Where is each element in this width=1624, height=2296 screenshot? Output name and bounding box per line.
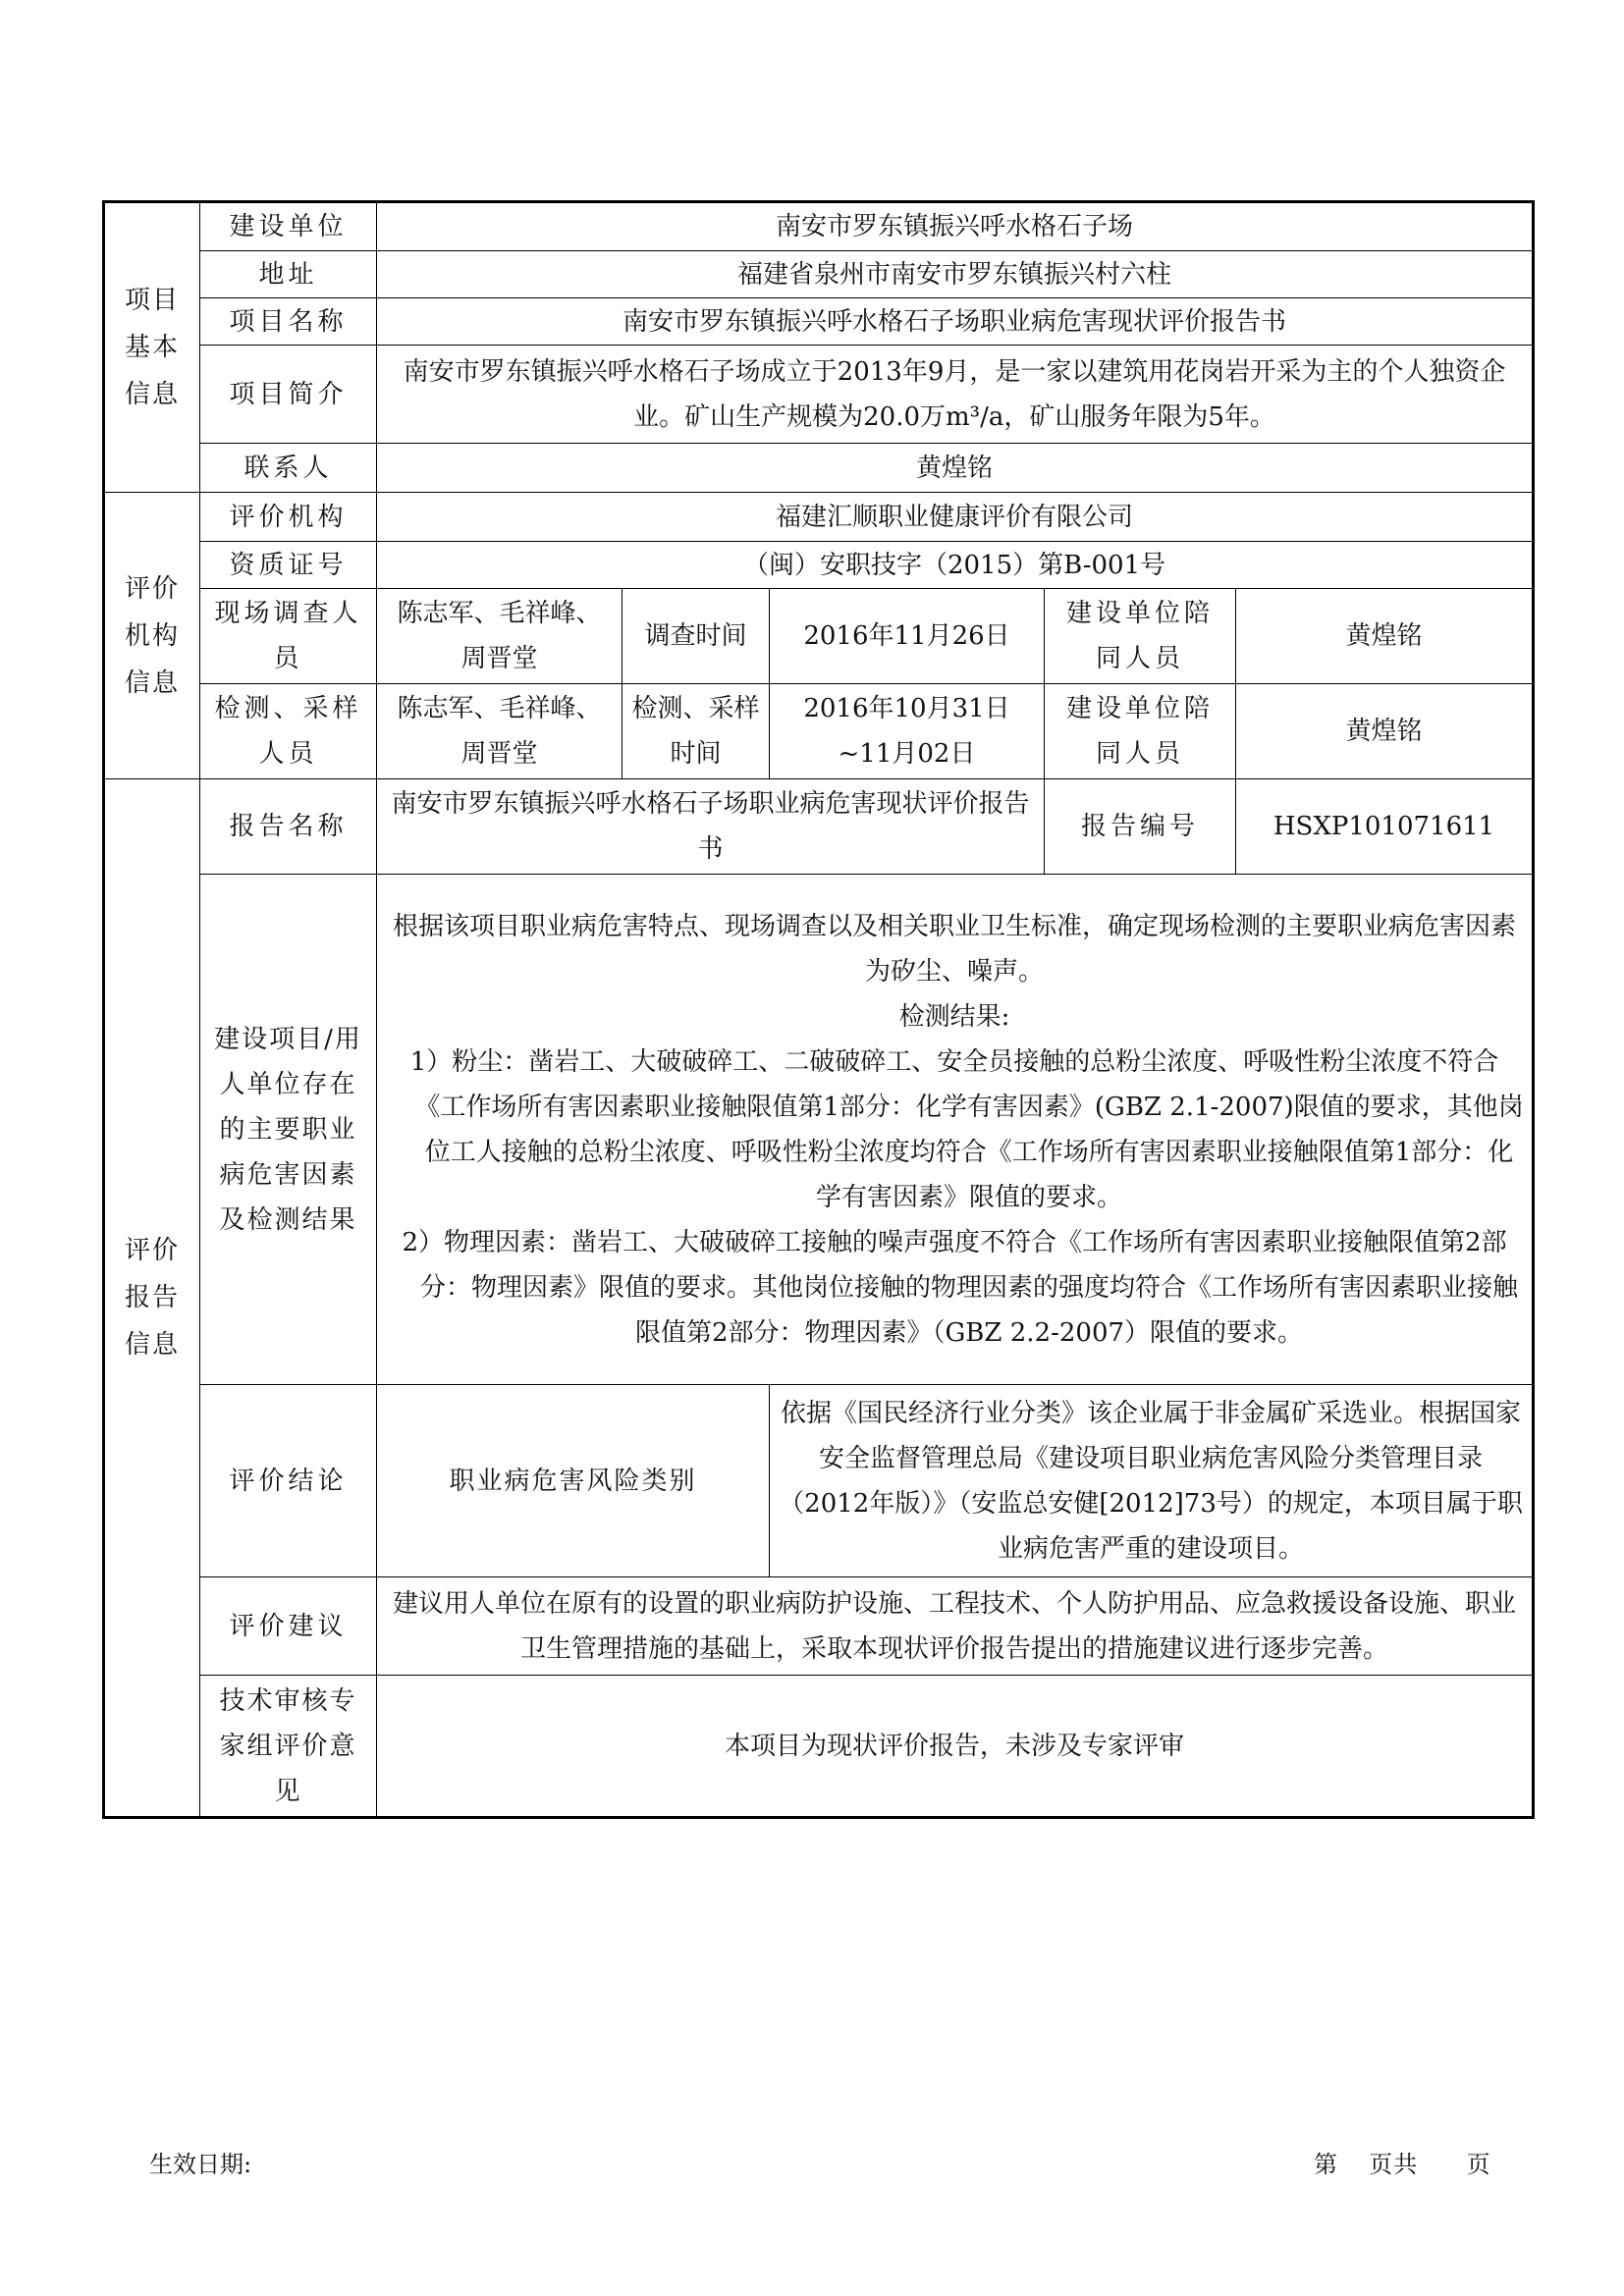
contact-label: 联系人 (200, 444, 377, 493)
risk-category-label: 职业病危害风险类别 (377, 1385, 770, 1577)
page-word: 第 (1314, 2151, 1338, 2178)
page-number (1314, 2145, 1491, 2179)
agency-label: 评价机构 (200, 493, 377, 542)
expert-label: 技术审核专家组评价意见 (200, 1676, 377, 1818)
hazards-results (377, 875, 1534, 1385)
unit-label: 建设单位 (200, 202, 377, 251)
basic-row-unit (104, 202, 1534, 251)
report-number: HSXP101071611 (1236, 779, 1534, 875)
summary-value: 南安市罗东镇振兴呼水格石子场成立于2013年9月，是一家以建筑用花岗岩开采为主的个人独资企业。矿山生产规模为20.0万m³/a，矿山服务年限为5年。 (377, 346, 1534, 444)
total-word: 页共 (1369, 2151, 1419, 2178)
project-name-value: 南安市罗东镇振兴呼水格石子场职业病危害现状评价报告书 (377, 298, 1534, 346)
survey-people: 陈志军、毛祥峰、周晋堂 (377, 589, 623, 684)
contact-value: 黄煌铭 (377, 444, 1534, 493)
basic-row-contact (104, 444, 1534, 493)
report-info-table (102, 200, 1535, 1819)
conclusion-label: 评价结论 (200, 1385, 377, 1577)
advice-text: 建议用人单位在原有的设置的职业病防护设施、工程技术、个人防护用品、应急救援设备设施、职业卫生管理措施的基础上，采取本现状评价报告提出的措施建议进行逐步完善。 (377, 1577, 1534, 1676)
survey-escort: 黄煌铭 (1236, 589, 1534, 684)
org-row-agency (104, 493, 1534, 542)
expert-text: 本项目为现状评价报告，未涉及专家评审 (377, 1676, 1534, 1818)
effective-date-label: 生效日期: (149, 2151, 252, 2178)
report-row-expert (104, 1676, 1534, 1818)
report-name-label: 报告名称 (200, 779, 377, 875)
agency-value: 福建汇顺职业健康评价有限公司 (377, 493, 1534, 542)
basic-row-summary (104, 346, 1534, 444)
org-row-survey (104, 589, 1534, 684)
project-name-label: 项目名称 (200, 298, 377, 346)
report-info-sheet (102, 200, 1532, 1819)
summary-label: 项目简介 (200, 346, 377, 444)
report-name: 南安市罗东镇振兴呼水格石子场职业病危害现状评价报告书 (377, 779, 1045, 875)
basic-row-address (104, 251, 1534, 298)
basic-row-project-name (104, 298, 1534, 346)
basic-group-label: 项目基本信息 (104, 202, 200, 493)
sampling-escort: 黄煌铭 (1236, 684, 1534, 779)
org-row-sampling (104, 684, 1534, 779)
unit-value: 南安市罗东镇振兴呼水格石子场 (377, 202, 1534, 251)
sampling-time: 2016年10月31日~11月02日 (770, 684, 1045, 779)
sampling-people-label: 检测、采样人员 (200, 684, 377, 779)
address-label: 地址 (200, 251, 377, 298)
report-row-conclusion (104, 1385, 1534, 1577)
hazards-label: 建设项目/用人单位存在的主要职业病危害因素及检测结果 (200, 875, 377, 1385)
report-row-name (104, 779, 1534, 875)
result-physical: 2）物理因素：凿岩工、大破破碎工接触的噪声强度不符合《工作场所有害因素职业接触限值第2部分：物理因素》限值的要求。其他岗位接触的物理因素的强度均符合《工作场所有害因素职业接触限值第2部分：物理因素》（GBZ 2.2-2007）限值的要求。 (402, 1227, 1519, 1348)
report-row-advice (104, 1577, 1534, 1676)
survey-people-label: 现场调查人员 (200, 589, 377, 684)
report-row-hazards (104, 875, 1534, 1385)
report-group-label: 评价报告信息 (104, 779, 200, 1818)
survey-time: 2016年11月26日 (770, 589, 1045, 684)
sampling-escort-label: 建设单位陪同人员 (1045, 684, 1236, 779)
org-row-cert (104, 542, 1534, 589)
sampling-people: 陈志军、毛祥峰、周晋堂 (377, 684, 623, 779)
conclusion-text: 依据《国民经济行业分类》该企业属于非金属矿采选业。根据国家安全监督管理总局《建设项目职业病危害风险分类管理目录（2012年版）》（安监总安健[2012]73号）的规定，本项目属于职业病危害严重的建设项目。 (770, 1385, 1534, 1577)
hazards-intro: 根据该项目职业病危害特点、现场调查以及相关职业卫生标准，确定现场检测的主要职业病危害因素为矽尘、噪声。 (393, 911, 1517, 987)
address-value: 福建省泉州市南安市罗东镇振兴村六柱 (377, 251, 1534, 298)
cert-label: 资质证号 (200, 542, 377, 589)
cert-value: （闽）安职技字（2015）第B-001号 (377, 542, 1534, 589)
survey-time-label: 调查时间 (623, 589, 770, 684)
page-end-word: 页 (1466, 2151, 1491, 2178)
result-dust: 1）粉尘：凿岩工、大破破碎工、二破破碎工、安全员接触的总粉尘浓度、呼吸性粉尘浓度不符合《工作场所有害因素职业接触限值第1部分：化学有害因素》(GBZ 2.1-2007)限值的要求，其他岗位工人接触的总粉尘浓度、呼吸性粉尘浓度均符合《工作场所有害因素职业接触限值第1部分：化学有害因素》限值的要求。 (409, 1046, 1524, 1212)
advice-label: 评价建议 (200, 1577, 377, 1676)
results-title: 检测结果: (898, 1001, 1010, 1032)
org-group-label: 评价机构信息 (104, 493, 200, 779)
sampling-time-label: 检测、采样时间 (623, 684, 770, 779)
report-number-label: 报告编号 (1045, 779, 1236, 875)
survey-escort-label: 建设单位陪同人员 (1045, 589, 1236, 684)
